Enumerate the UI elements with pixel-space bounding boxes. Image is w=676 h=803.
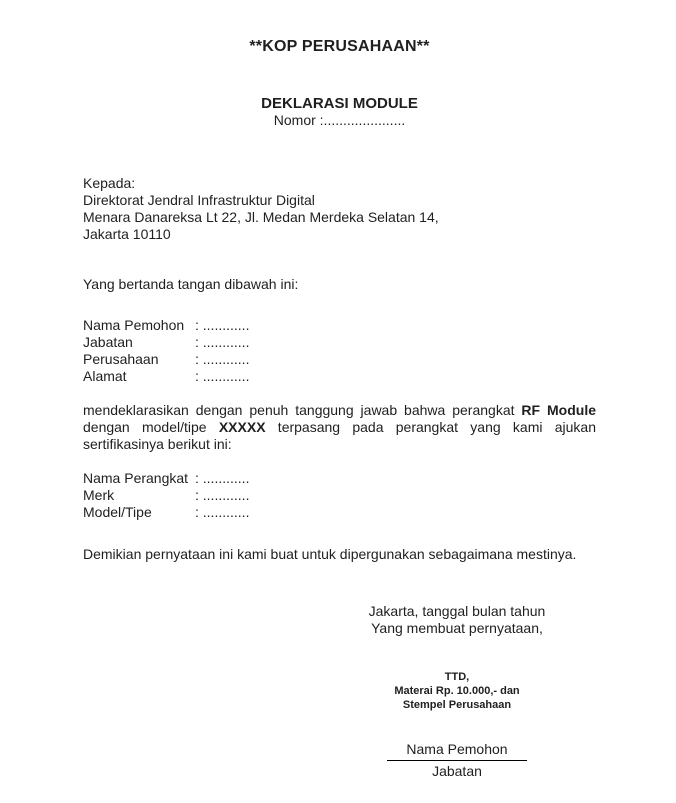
signature-place-date: Jakarta, tanggal bulan tahun <box>368 603 546 619</box>
signature-rule-line <box>387 760 527 761</box>
closing-statement: Demikian pernyataan ini kami buat untuk dipergunakan sebagaimana mestinya. <box>83 546 577 562</box>
field-label: Merk <box>83 487 115 503</box>
applicant-fields <box>83 317 596 385</box>
field-row-nama-pemohon <box>83 317 596 334</box>
field-label: Jabatan <box>83 334 133 350</box>
declaration-text: dengan model/tipe <box>83 419 219 435</box>
field-row-jabatan <box>83 334 596 351</box>
field-label: Model/Tipe <box>83 504 152 520</box>
field-row-alamat <box>83 368 596 385</box>
signature-note-stempel: Stempel Perusahaan <box>402 699 512 711</box>
device-fields <box>83 470 596 521</box>
field-row-nama-perangkat <box>83 470 596 487</box>
field-label: Perusahaan <box>83 351 159 367</box>
declaration-bold-model: XXXXX <box>218 419 266 435</box>
field-row-merk <box>83 487 596 504</box>
declaration-paragraph <box>83 402 596 453</box>
field-value: : ............ <box>195 317 250 333</box>
signature-block <box>337 603 577 780</box>
field-value: : ............ <box>195 487 250 503</box>
field-value: : ............ <box>195 334 250 350</box>
field-row-perusahaan <box>83 351 596 368</box>
signature-name: Nama Pemohon <box>406 741 508 757</box>
field-value: : ............ <box>195 351 250 367</box>
signature-note-materai: Materai Rp. 10.000,- dan <box>394 685 520 697</box>
recipient-block <box>83 175 596 243</box>
document-number-line: Nomor :..................... <box>273 112 406 128</box>
field-label: Alamat <box>83 368 127 384</box>
recipient-line: Direktorat Jendral Infrastruktur Digital <box>83 192 315 208</box>
signature-notes <box>337 670 577 712</box>
field-value: : ............ <box>195 504 250 520</box>
signature-statement: Yang membuat pernyataan, <box>371 620 543 636</box>
company-letterhead: **KOP PERUSAHAAN** <box>249 38 430 55</box>
field-label: Nama Pemohon <box>83 317 185 333</box>
field-value: : ............ <box>195 470 250 486</box>
recipient-line: Menara Danareksa Lt 22, Jl. Medan Merdeka Selatan 14, <box>83 209 439 225</box>
declaration-bold-rf-module: RF Module <box>521 402 596 418</box>
recipient-line: Jakarta 10110 <box>83 226 171 242</box>
recipient-salutation: Kepada: <box>83 175 136 191</box>
field-label: Nama Perangkat <box>83 470 189 486</box>
intro-statement: Yang bertanda tangan dibawah ini: <box>83 276 299 292</box>
title-block <box>83 95 596 129</box>
declaration-text: terpasang pada perangkat yang kami ajukan sertifikasinya berikut ini: <box>83 419 596 452</box>
field-value: : ............ <box>195 368 250 384</box>
signature-position: Jabatan <box>432 763 482 779</box>
signature-note-ttd: TTD, <box>444 671 470 683</box>
field-row-model-tipe <box>83 504 596 521</box>
declaration-text: mendeklarasikan dengan penuh tanggung jawab bahwa perangkat <box>83 402 522 418</box>
document-title: DEKLARASI MODULE <box>261 95 418 112</box>
